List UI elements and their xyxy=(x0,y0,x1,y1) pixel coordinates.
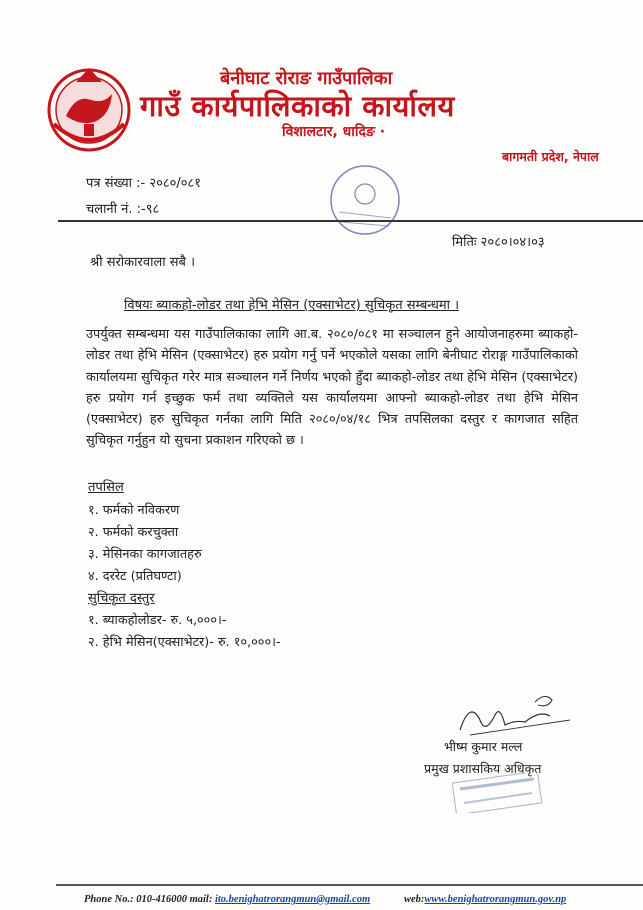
phone-number: 010-416000 xyxy=(136,894,187,905)
signatory-designation: प्रमुख प्रशासकिय अधिकृत xyxy=(424,761,542,776)
office-name: गाउँ कार्यपालिकाको कार्यालय xyxy=(140,89,455,123)
office-address: विशालटार, धादिङ · xyxy=(282,124,386,140)
signatory-stamp xyxy=(452,773,542,813)
letter-subject: विषयः ब्याकहो-लोडर तथा हेभि मेसिन (एक्साभेटर) सुचिकृत सम्बन्धमा । xyxy=(124,298,460,313)
province-name: बागमती प्रदेश, नेपाल xyxy=(502,149,599,164)
phone-label: Phone No.: xyxy=(84,894,134,905)
fee-item: १. ब्याकहोलोडर- रु. ५,०००।- xyxy=(88,613,227,628)
handwritten-signature xyxy=(440,690,580,740)
header-divider xyxy=(58,220,643,222)
footer-contact xyxy=(84,894,370,905)
tapsil-heading: तपसिल xyxy=(88,480,124,495)
dispatch-number: चलानी नं. :-९८ xyxy=(86,202,160,217)
mail-label: mail: xyxy=(189,894,213,905)
nepal-emblem-logo xyxy=(46,64,132,152)
tapsil-item: २. फर्मको करचुक्ता xyxy=(88,525,179,540)
fee-item: २. हेभि मेसिन(एक्साभेटर)- रु. १०,०००।- xyxy=(88,635,281,650)
website-link[interactable]: www.benighatrorangmun.gov.np xyxy=(424,894,567,905)
signatory-name: भीष्म कुमार मल्ल xyxy=(444,739,523,754)
footer-divider xyxy=(56,884,643,886)
web-label: web: xyxy=(404,894,425,905)
tapsil-item: ४. दररेट (प्रतिघण्टा) xyxy=(88,569,182,584)
email-link[interactable]: ito.benighatrorangmun@gmail.com xyxy=(214,894,371,905)
footer-web xyxy=(404,894,566,905)
tapsil-item: ३. मेसिनका कागजातहरु xyxy=(88,547,202,562)
fees-heading: सुचिकृत दस्तुर xyxy=(88,591,155,606)
office-stamp xyxy=(325,160,405,240)
letter-number: पत्र संख्या :- २०८०/०८१ xyxy=(86,176,202,191)
municipality-name: बेनीघाट रोराङ गाउँपालिका xyxy=(220,68,393,89)
letter-date: मितिः २०८०।०४।०३ xyxy=(452,235,545,250)
tapsil-item: १. फर्मको नविकरण xyxy=(88,503,180,518)
letter-body: उपर्युक्त सम्बन्धमा यस गाउँपालिकाका लागि आ.ब. २०८०/०८१ मा सञ्चालन हुने आयोजनाहरुमा ब्याकहो-लोडर तथा हेभि मेसिन (एक्साभेटर) हरु प्रयोग गर्नु पर्ने भएकोले यसका लागि बेनीघाट रोराङ्ग गाउँपालिकाको कार्यालयमा सुचिकृत गरेर मात्र सञ्चालन गर्ने निर्णय भएको हुँदा ब्याकहो-लोडर तथा हेभि मेसिन (एक्साभेटर) हरु प्रयोग गर्न इच्छुक फर्म तथा व्यक्तिले यस कार्यालयमा आफ्नो ब्याकहो-लोडर तथा हेभि मेसिन (एक्साभेटर) हरु सुचिकृत गर्नका लागि मिति २०८०/०४/१८ भित्र तपसिलका दस्तुर र कागजात सहित सुचिकृत गर्नुहुन यो सुचना प्रकाशन गरिएको छ । xyxy=(86,327,578,449)
addressee: श्री सरोकारवाला सबै । xyxy=(90,255,196,270)
